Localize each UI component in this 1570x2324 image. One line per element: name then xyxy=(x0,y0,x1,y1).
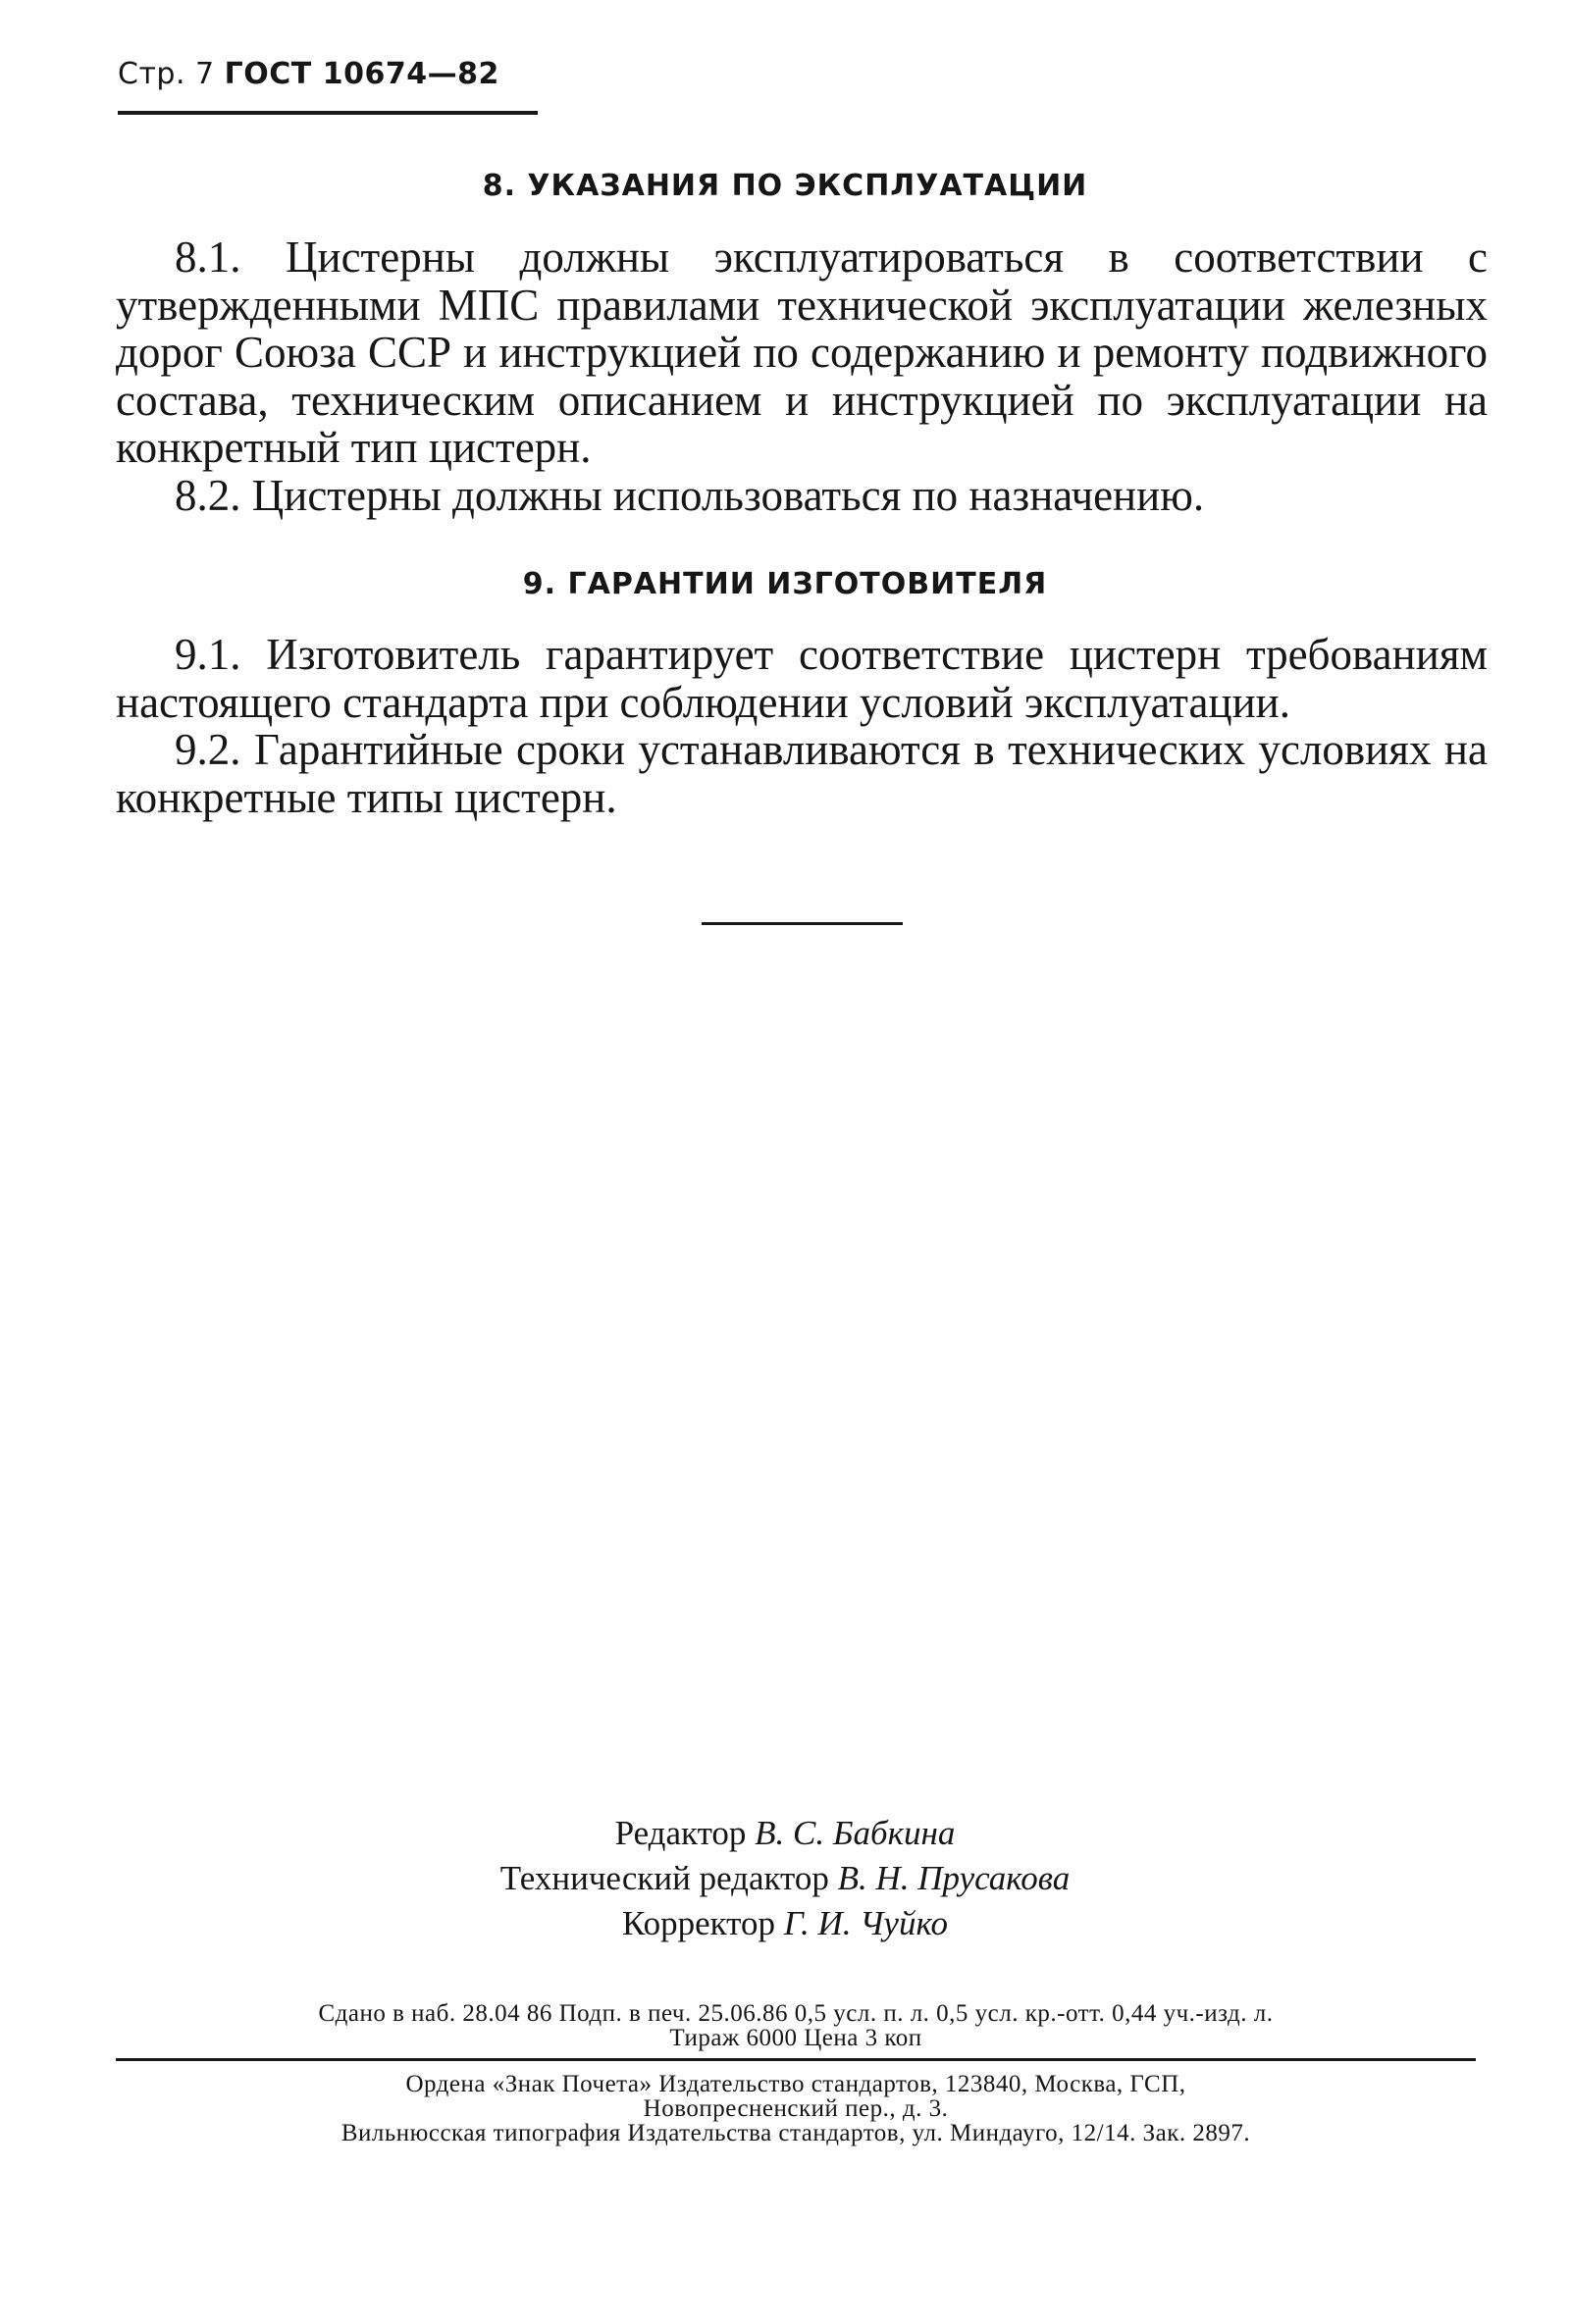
section-8-body xyxy=(116,233,1488,519)
imprint-dates-line: Сдано в наб. 28.04 86 Подп. в печ. 25.06.86 0,5 усл. п. л. 0,5 усл. кр.-отт. 0,44 уч.-изд. л. xyxy=(318,2000,1274,2027)
paragraph-8-2: 8.2. Цистерны должны использоваться по назначению. xyxy=(175,470,1205,520)
credits-block xyxy=(0,1811,1570,1946)
paragraph-8-1: 8.1. Цистерны должны эксплуатироваться в соответствии с утвержденными МПС правилами технической эксплуатации железных дорог Союза ССР и инструкцией по содержанию и ремонту подвижного состава, техническим описанием и инструкцией по эксплуатации на конкретный тип цистерн. xyxy=(116,232,1488,472)
publisher-name-line: Ордена «Знак Почета» Издательство стандартов, 123840, Москва, ГСП, xyxy=(405,2071,1186,2097)
credit-role: Корректор xyxy=(621,1904,775,1942)
credit-proofreader xyxy=(0,1901,1570,1946)
publisher-address-line: Новопресненский пер., д. 3. xyxy=(643,2095,949,2122)
paragraph-9-1: 9.1. Изготовитель гарантирует соответствие цистерн требованиям настоящего стандарта при соблюдении условий эксплуатации. xyxy=(116,630,1488,727)
credit-name: В. С. Бабкина xyxy=(755,1814,956,1852)
page-header xyxy=(118,57,499,91)
credit-role: Технический редактор xyxy=(499,1859,829,1897)
end-of-text-rule xyxy=(702,922,903,925)
print-imprint xyxy=(118,2001,1474,2050)
paragraph-9-2: 9.2. Гарантийные сроки устанавливаются в технических условиях на конкретные типы цистерн. xyxy=(116,725,1488,822)
credit-name: Г. И. Чуйко xyxy=(783,1904,948,1942)
imprint-rule xyxy=(116,2058,1476,2061)
imprint-print-run-line: Тираж 6000 Цена 3 коп xyxy=(669,2025,922,2051)
printing-house-line: Вильнюсская типография Издательства стандартов, ул. Миндауго, 12/14. Зак. 2897. xyxy=(340,2120,1251,2146)
credit-role: Редактор xyxy=(614,1814,747,1852)
credit-editor xyxy=(0,1811,1570,1856)
credit-technical-editor xyxy=(0,1856,1570,1901)
publisher-info xyxy=(118,2072,1474,2145)
standard-designation: ГОСТ 10674—82 xyxy=(224,57,499,91)
section-9-body xyxy=(116,631,1488,821)
header-rule xyxy=(118,111,538,115)
section-9-heading: 9. ГАРАНТИИ ИЗГОТОВИТЕЛЯ xyxy=(522,567,1048,601)
page-number-label: Стр. 7 xyxy=(118,57,215,91)
section-8-heading: 8. УКАЗАНИЯ ПО ЭКСПЛУАТАЦИИ xyxy=(482,169,1088,203)
credit-name: В. Н. Прусакова xyxy=(837,1859,1071,1897)
